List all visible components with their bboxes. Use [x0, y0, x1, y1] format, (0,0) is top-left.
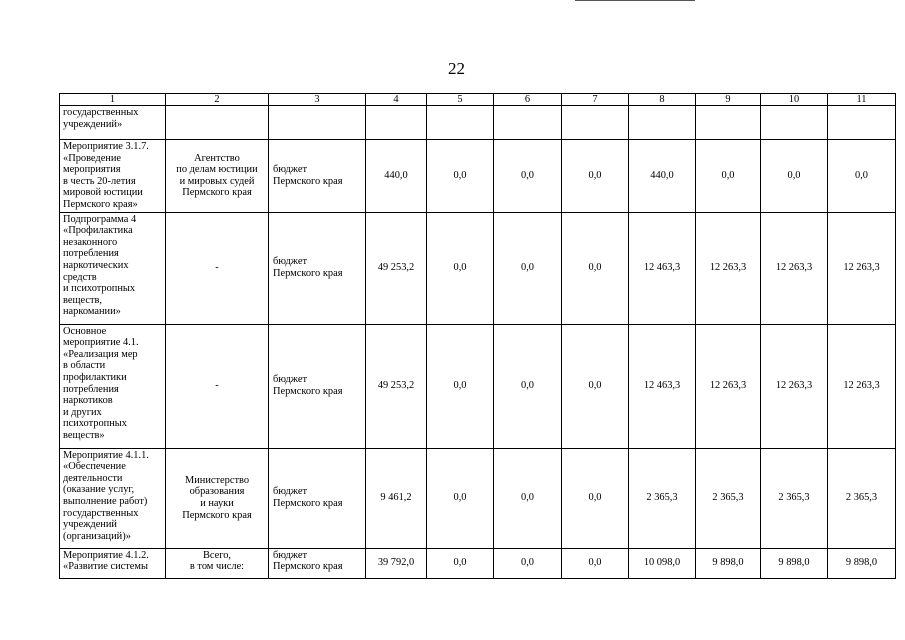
cell-line: Пермского края — [273, 561, 343, 573]
cell-line: выполнение работ) — [63, 495, 148, 507]
budget-table — [59, 93, 896, 579]
funding-source-cell — [269, 212, 366, 324]
column-header: 5 — [427, 94, 494, 106]
measure-name-cell — [60, 548, 166, 578]
amount-cell: 0,0 — [494, 212, 562, 324]
cell-line: Пермского края» — [63, 198, 138, 210]
cell-line: мероприятия — [63, 164, 121, 176]
funding-source-cell — [269, 448, 366, 548]
executor-cell — [166, 140, 269, 213]
amount-cell: 0,0 — [562, 324, 629, 448]
amount-cell: 440,0 — [629, 140, 696, 213]
cell-line: веществ, — [63, 294, 102, 306]
amount-cell: 49 253,2 — [366, 212, 427, 324]
cell-line: мировой юстиции — [63, 187, 143, 199]
amount-cell: 0,0 — [427, 448, 494, 548]
amount-cell: 0,0 — [562, 212, 629, 324]
cell-line: (организаций)» — [63, 530, 131, 542]
cell-line: Министерство — [184, 474, 250, 486]
executor-cell — [166, 212, 269, 324]
amount-cell: 0,0 — [494, 140, 562, 213]
amount-cell: 2 365,3 — [761, 448, 828, 548]
executor-cell — [166, 324, 269, 448]
measure-name-cell — [60, 140, 166, 213]
cell-line: в честь 20-летия — [63, 175, 136, 187]
column-header: 10 — [761, 94, 828, 106]
column-header: 4 — [366, 94, 427, 106]
table-row — [60, 324, 896, 448]
cell-line: Всего, — [202, 549, 232, 561]
cell-line: мероприятие 4.1. — [63, 337, 139, 349]
amount-cell: 440,0 — [366, 140, 427, 213]
cell-line: «Проведение — [63, 152, 122, 164]
table-row — [60, 448, 896, 548]
cell-line: «Обеспечение — [63, 461, 126, 473]
cell-line: Пермского края — [273, 175, 343, 187]
amount-cell — [427, 106, 494, 140]
amount-cell: 0,0 — [427, 140, 494, 213]
amount-cell — [366, 106, 427, 140]
cell-line: Мероприятие 3.1.7. — [63, 141, 149, 152]
cell-line: бюджет — [273, 164, 308, 176]
amount-cell: 12 263,3 — [696, 324, 761, 448]
cell-line: наркотиков — [63, 395, 113, 407]
amount-cell: 0,0 — [828, 140, 896, 213]
cell-line: средств — [63, 271, 97, 283]
cell-line: Мероприятие 4.1.2. — [63, 549, 149, 561]
cell-line: - — [215, 262, 219, 274]
cell-line: в области — [63, 360, 106, 372]
table-row — [60, 140, 896, 213]
cell-line: наркомании» — [63, 306, 121, 318]
amount-cell: 2 365,3 — [629, 448, 696, 548]
cell-line: Пермского края — [273, 498, 343, 510]
amount-cell: 0,0 — [696, 140, 761, 213]
table-body — [60, 94, 896, 579]
cell-line: деятельности — [63, 472, 123, 484]
funding-source-cell — [269, 548, 366, 578]
executor-cell — [166, 548, 269, 578]
measure-name-cell — [60, 212, 166, 324]
cell-line: Пермского края — [182, 187, 252, 199]
cell-line: «Реализация мер — [63, 348, 138, 360]
amount-cell: 49 253,2 — [366, 324, 427, 448]
cell-line: профилактики — [63, 371, 127, 383]
cell-line: веществ» — [63, 429, 105, 441]
cell-line: «Развитие системы — [63, 561, 148, 573]
cell-line: государственных — [63, 107, 139, 118]
amount-cell: 12 263,3 — [828, 212, 896, 324]
amount-cell: 0,0 — [427, 212, 494, 324]
amount-cell — [828, 106, 896, 140]
amount-cell: 0,0 — [494, 448, 562, 548]
top-rule — [575, 0, 695, 1]
cell-line: Подпрограмма 4 — [63, 213, 137, 225]
funding-source-cell — [269, 140, 366, 213]
amount-cell: 2 365,3 — [696, 448, 761, 548]
funding-source-cell — [269, 324, 366, 448]
column-header: 11 — [828, 94, 896, 106]
executor-cell — [166, 106, 269, 140]
amount-cell: 0,0 — [427, 324, 494, 448]
amount-cell: 0,0 — [562, 448, 629, 548]
amount-cell: 12 263,3 — [828, 324, 896, 448]
amount-cell: 0,0 — [427, 548, 494, 578]
cell-line: учреждений — [63, 519, 117, 531]
amount-cell: 39 792,0 — [366, 548, 427, 578]
amount-cell: 9 898,0 — [828, 548, 896, 578]
cell-line: бюджет — [273, 374, 308, 386]
cell-line: бюджет — [273, 256, 308, 268]
cell-line: - — [215, 380, 219, 392]
cell-line: незаконного — [63, 236, 118, 248]
cell-line: по делам юстиции — [176, 164, 258, 176]
cell-line: Пермского края — [182, 509, 252, 521]
amount-cell — [494, 106, 562, 140]
funding-source-cell — [269, 106, 366, 140]
cell-line: Основное — [63, 325, 107, 337]
amount-cell: 9 898,0 — [696, 548, 761, 578]
amount-cell — [696, 106, 761, 140]
cell-line: и психотропных — [63, 283, 136, 295]
amount-cell: 9 461,2 — [366, 448, 427, 548]
page-number: 22 — [448, 59, 465, 78]
amount-cell: 0,0 — [761, 140, 828, 213]
amount-cell — [562, 106, 629, 140]
column-header: 8 — [629, 94, 696, 106]
cell-line: и мировых судей — [179, 175, 255, 187]
amount-cell: 0,0 — [562, 548, 629, 578]
column-header: 3 — [269, 94, 366, 106]
header-row — [60, 94, 896, 106]
amount-cell: 12 263,3 — [761, 324, 828, 448]
cell-line: Агентство — [194, 152, 240, 164]
column-header: 6 — [494, 94, 562, 106]
column-header: 1 — [60, 94, 166, 106]
table-row — [60, 548, 896, 578]
amount-cell: 2 365,3 — [828, 448, 896, 548]
table-row — [60, 106, 896, 140]
cell-line: и науки — [200, 498, 234, 510]
amount-cell — [629, 106, 696, 140]
amount-cell — [761, 106, 828, 140]
cell-line: Пермского края — [273, 268, 343, 280]
cell-line: государственных — [63, 507, 139, 519]
cell-line: и других — [63, 406, 102, 418]
cell-line: психотропных — [63, 418, 127, 430]
amount-cell: 12 263,3 — [696, 212, 761, 324]
column-header: 9 — [696, 94, 761, 106]
cell-line: потребления — [63, 248, 119, 260]
cell-line: Пермского края — [273, 386, 343, 398]
column-header: 7 — [562, 94, 629, 106]
cell-line: образования — [189, 486, 245, 498]
amount-cell: 12 263,3 — [761, 212, 828, 324]
executor-cell — [166, 448, 269, 548]
cell-line: бюджет — [273, 549, 308, 561]
cell-line: бюджет — [273, 486, 308, 498]
column-header: 2 — [166, 94, 269, 106]
measure-name-cell — [60, 448, 166, 548]
amount-cell: 12 463,3 — [629, 324, 696, 448]
amount-cell: 10 098,0 — [629, 548, 696, 578]
cell-line: в том числе: — [189, 561, 245, 573]
amount-cell: 9 898,0 — [761, 548, 828, 578]
amount-cell: 0,0 — [494, 324, 562, 448]
table-row — [60, 212, 896, 324]
amount-cell: 0,0 — [494, 548, 562, 578]
measure-name-cell — [60, 324, 166, 448]
cell-line: Мероприятие 4.1.1. — [63, 449, 149, 461]
cell-line: наркотических — [63, 259, 129, 271]
cell-line: потребления — [63, 383, 119, 395]
measure-name-cell — [60, 106, 166, 140]
cell-line: (оказание услуг, — [63, 484, 135, 496]
cell-line: «Профилактика — [63, 225, 133, 237]
amount-cell: 12 463,3 — [629, 212, 696, 324]
cell-line: учреждений» — [63, 118, 123, 130]
amount-cell: 0,0 — [562, 140, 629, 213]
